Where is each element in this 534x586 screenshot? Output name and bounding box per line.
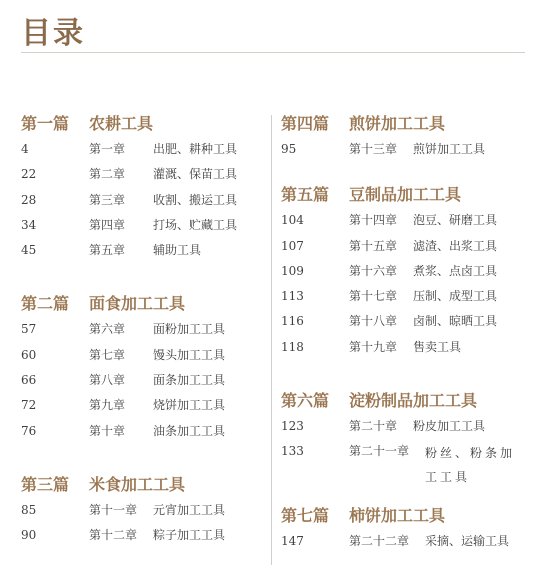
part-title: 柿饼加工工具: [349, 506, 446, 526]
page-number: 60: [21, 347, 37, 362]
chapter-number: 第一章: [89, 142, 126, 156]
chapter-title: 粽子加工工具: [153, 528, 226, 543]
page-number: 109: [281, 263, 304, 278]
chapter-title: 油条加工工具: [153, 423, 226, 438]
chapter-title: 元宵加工工具: [153, 502, 226, 517]
toc-entry[interactable]: [281, 236, 529, 261]
chapter-title: 馒头加工工具: [153, 347, 226, 362]
part-heading[interactable]: [281, 390, 529, 412]
toc-entry[interactable]: [281, 286, 529, 311]
chapter-number: 第十七章: [349, 289, 398, 304]
chapter-title: 辅助工具: [153, 243, 202, 258]
part-number: 第三篇: [21, 474, 70, 494]
toc-entry[interactable]: [21, 139, 266, 164]
chapter-title: 压制、成型工具: [413, 289, 498, 304]
page-number: 4: [21, 142, 29, 156]
toc-part: [21, 474, 266, 551]
part-heading[interactable]: [281, 184, 529, 206]
page-number: 116: [281, 314, 304, 329]
chapter-number: 第二章: [89, 167, 126, 182]
toc-part: [21, 113, 266, 265]
chapter-title: 粉皮加工工具: [413, 419, 486, 434]
part-number: 第七篇: [281, 506, 330, 526]
toc-entry[interactable]: [281, 261, 529, 286]
toc-entry[interactable]: [21, 164, 266, 189]
page-number: 107: [281, 238, 304, 253]
part-number: 第二篇: [21, 294, 70, 314]
chapter-number: 第六章: [89, 322, 126, 337]
page-number: 85: [21, 502, 37, 517]
page-number: 90: [21, 528, 37, 543]
chapter-number: 第十五章: [349, 238, 398, 253]
toc-entry[interactable]: [21, 240, 266, 265]
chapter-title: 泡豆、研磨工具: [413, 213, 498, 228]
toc-right-column: [281, 113, 529, 557]
page-number: 66: [21, 373, 37, 388]
chapter-number: 第十三章: [349, 142, 398, 156]
page-number: 133: [281, 444, 304, 459]
chapter-title: 收割、搬运工具: [153, 192, 238, 207]
chapter-number: 第二十一章: [349, 444, 410, 459]
chapter-title: 滤渣、出浆工具: [413, 238, 498, 253]
chapter-number: 第十章: [89, 423, 126, 438]
toc-entry[interactable]: [21, 421, 266, 446]
toc-part: [281, 184, 529, 362]
part-title: 米食加工工具: [89, 474, 186, 494]
chapter-title: 面条加工工具: [153, 373, 226, 388]
chapter-title: 粉丝、粉条加工工具: [425, 446, 516, 485]
part-number: 第五篇: [281, 185, 330, 205]
chapter-number: 第十二章: [89, 528, 138, 543]
page-number: 45: [21, 243, 37, 258]
chapter-number: 第十一章: [89, 502, 138, 517]
part-heading[interactable]: [281, 505, 529, 527]
chapter-number: 第十六章: [349, 263, 398, 278]
chapter-number: 第十四章: [349, 213, 398, 228]
toc-entry[interactable]: [281, 210, 529, 235]
page-number: 22: [21, 167, 37, 182]
chapter-number: 第九章: [89, 398, 126, 413]
part-title: 农耕工具: [89, 114, 154, 133]
part-number: 第六篇: [281, 391, 330, 411]
chapter-title: 面粉加工工具: [153, 322, 226, 337]
page-number: 57: [21, 322, 37, 337]
part-title: 面食加工工具: [89, 294, 186, 314]
toc-part: [281, 113, 529, 164]
toc-entry[interactable]: [281, 416, 529, 441]
toc-entry[interactable]: [281, 139, 529, 164]
toc-entry[interactable]: [281, 337, 529, 362]
page-number: 76: [21, 423, 37, 438]
toc-part: [281, 505, 529, 556]
chapter-title: 煮浆、点卤工具: [413, 263, 498, 278]
toc-entry[interactable]: [21, 370, 266, 395]
page-number: 34: [21, 217, 37, 232]
chapter-number: 第三章: [89, 192, 126, 207]
chapter-title: 灌溉、保苗工具: [153, 167, 238, 182]
chapter-title: 烧饼加工工具: [153, 398, 226, 413]
toc-entry[interactable]: [21, 215, 266, 240]
column-divider: [271, 115, 272, 565]
page-number: 118: [281, 339, 304, 354]
page-number: 72: [21, 398, 37, 413]
page-number: 95: [281, 142, 297, 156]
toc-entry[interactable]: [21, 500, 266, 525]
toc-part: [281, 390, 529, 485]
toc-entry[interactable]: [281, 441, 529, 485]
toc-entry[interactable]: [281, 531, 529, 556]
part-heading[interactable]: [21, 113, 266, 135]
toc-entry[interactable]: [21, 319, 266, 344]
chapter-number: 第四章: [89, 217, 126, 232]
part-title: 豆制品加工工具: [349, 185, 462, 205]
part-number: 第四篇: [281, 114, 330, 133]
toc-entry[interactable]: [21, 345, 266, 370]
toc-entry[interactable]: [281, 311, 529, 336]
page-title: 目录: [21, 16, 85, 51]
page-number: 113: [281, 289, 304, 304]
part-title: 淀粉制品加工工具: [349, 391, 478, 411]
toc-entry[interactable]: [21, 190, 266, 215]
page-number: 104: [281, 213, 304, 228]
chapter-title: 卤制、晾晒工具: [413, 314, 498, 329]
title-divider: [21, 52, 525, 53]
page-number: 147: [281, 534, 304, 549]
chapter-number: 第七章: [89, 347, 126, 362]
chapter-title: 煎饼加工工具: [413, 142, 486, 156]
toc-entry[interactable]: [21, 525, 266, 550]
chapter-title: 打场、贮藏工具: [153, 217, 238, 232]
chapter-number: 第五章: [89, 243, 126, 258]
chapter-title: 出肥、耕种工具: [153, 142, 238, 156]
chapter-title: 售卖工具: [413, 339, 462, 354]
toc-left-column: [21, 113, 266, 551]
toc-part: [21, 293, 266, 445]
part-number: 第一篇: [21, 114, 70, 133]
chapter-number: 第二十章: [349, 419, 398, 434]
toc-entry[interactable]: [21, 395, 266, 420]
part-title: 煎饼加工工具: [349, 114, 446, 133]
chapter-number: 第二十二章: [349, 534, 410, 549]
chapter-title: 采摘、运输工具: [425, 534, 510, 549]
part-heading[interactable]: [281, 113, 529, 135]
chapter-number: 第十九章: [349, 339, 398, 354]
page-number: 28: [21, 192, 37, 207]
chapter-number: 第八章: [89, 373, 126, 388]
part-heading[interactable]: [21, 474, 266, 496]
page-number: 123: [281, 419, 304, 434]
part-heading[interactable]: [21, 293, 266, 315]
chapter-number: 第十八章: [349, 314, 398, 329]
